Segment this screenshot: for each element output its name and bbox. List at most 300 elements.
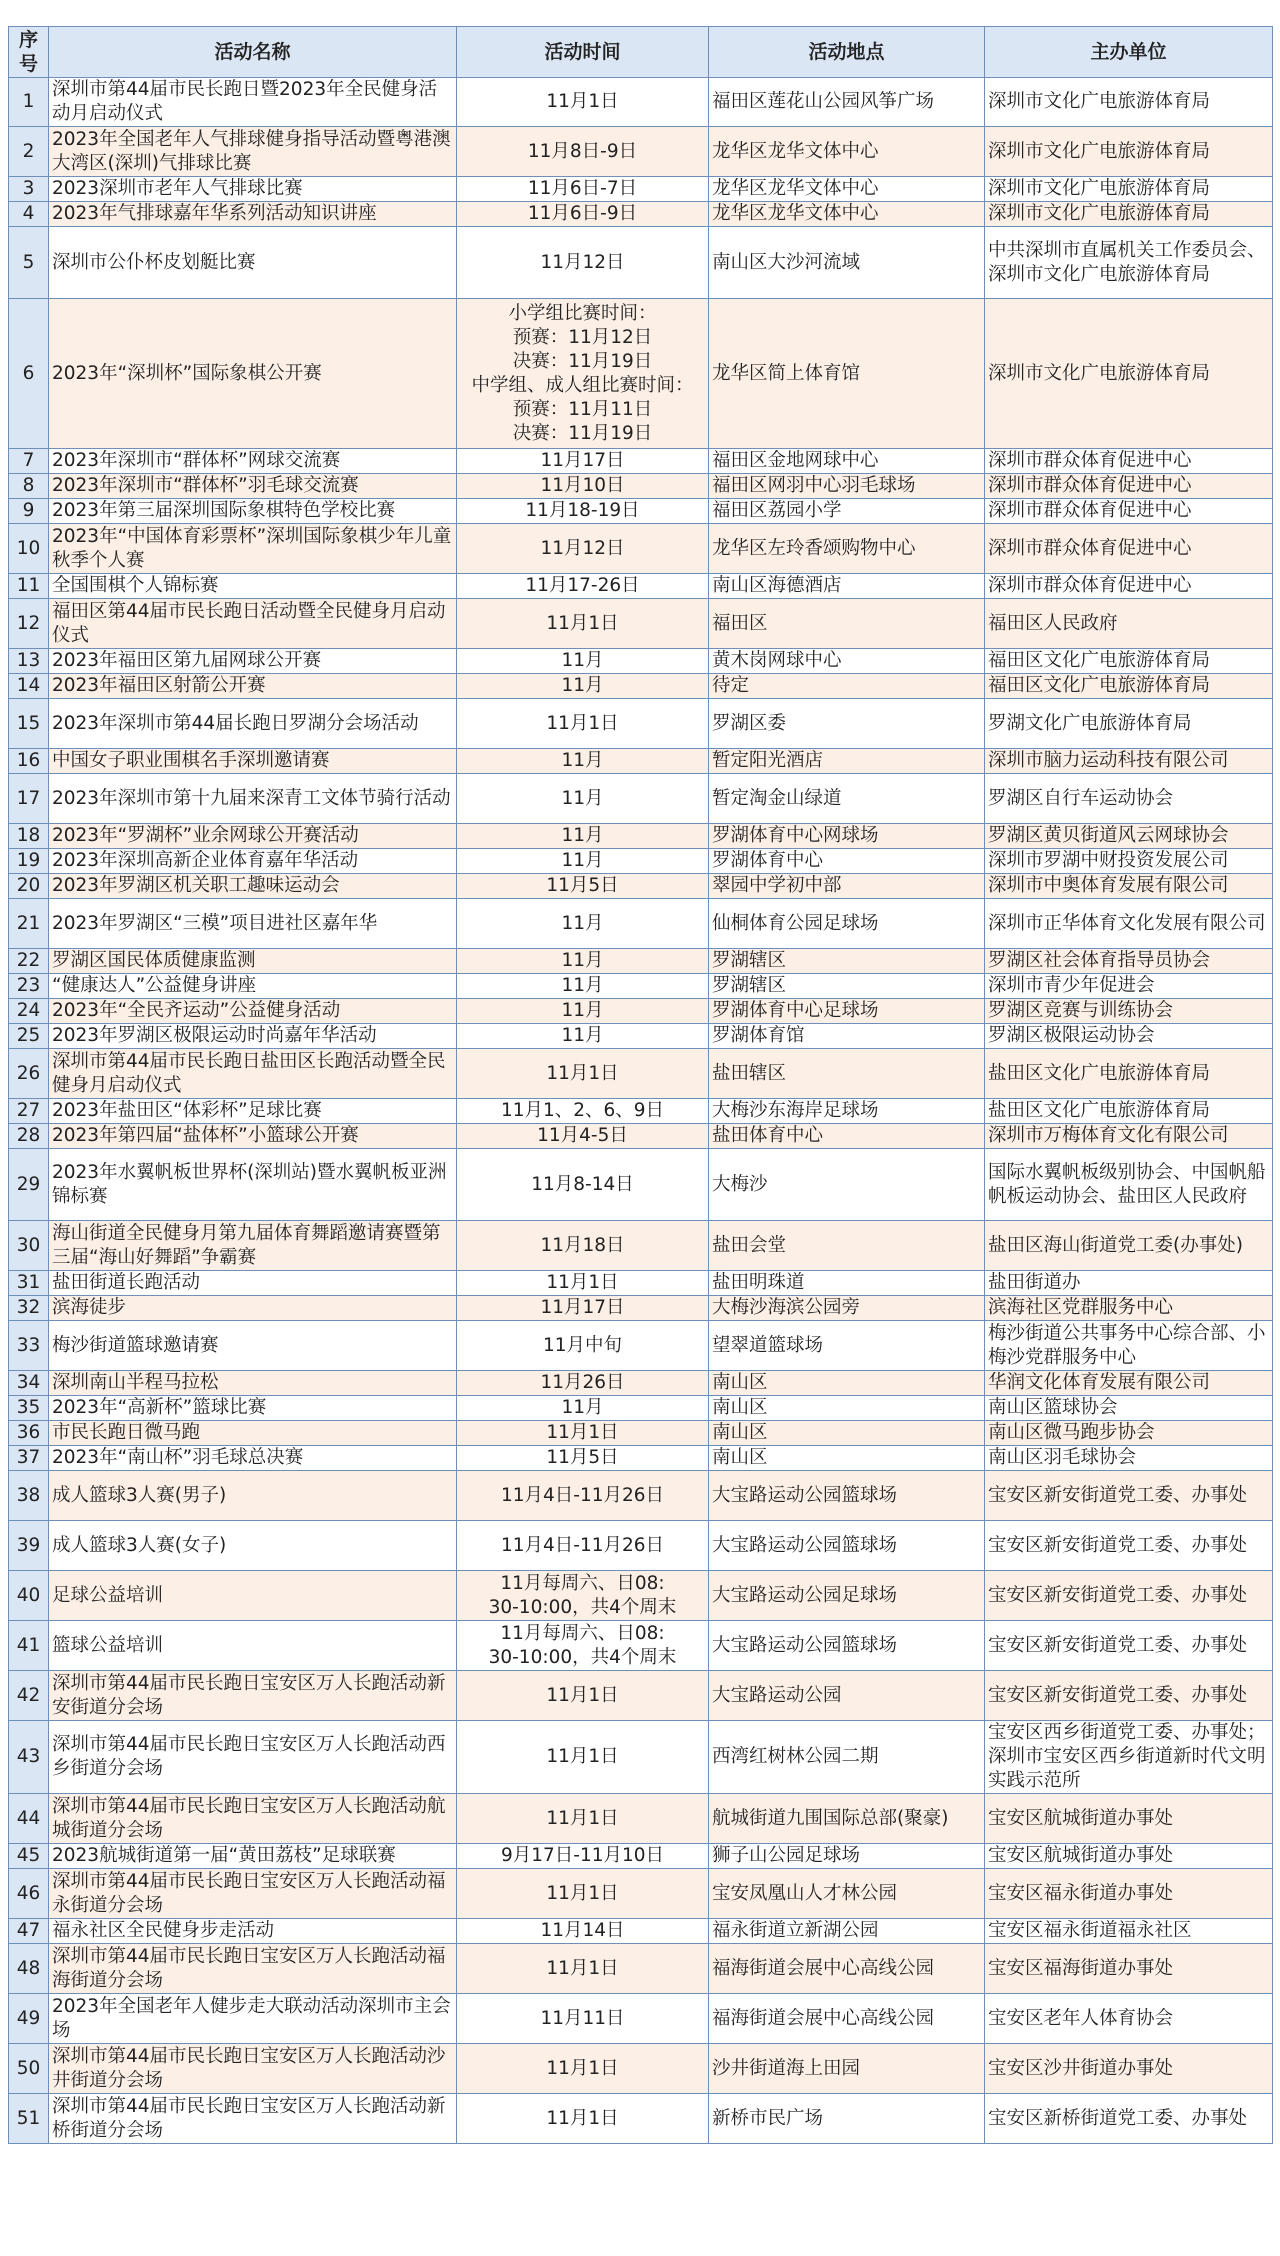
activity-time: 11月1日 (457, 1671, 709, 1721)
activity-venue: 罗湖体育馆 (709, 1024, 985, 1049)
row-index: 32 (9, 1296, 49, 1321)
table-row (9, 749, 1273, 774)
activity-time: 11月每周六、日08: 30-10:00，共4个周末 (457, 1621, 709, 1671)
activity-name: “健康达人”公益健身讲座 (49, 974, 457, 999)
events-table-wrapper (8, 26, 1272, 2144)
table-row (9, 1271, 1273, 1296)
activity-venue: 沙井街道海上田园 (709, 2044, 985, 2094)
row-index: 23 (9, 974, 49, 999)
table-row (9, 674, 1273, 699)
table-row (9, 974, 1273, 999)
organizer: 深圳市群众体育促进中心 (985, 474, 1273, 499)
activity-time: 11月4日-11月26日 (457, 1521, 709, 1571)
table-row (9, 1446, 1273, 1471)
organizer: 罗湖区竞赛与训练协会 (985, 999, 1273, 1024)
table-row (9, 1944, 1273, 1994)
activity-venue: 航城街道九围国际总部(聚豪) (709, 1794, 985, 1844)
row-index: 11 (9, 574, 49, 599)
activity-venue: 西湾红树林公园二期 (709, 1721, 985, 1794)
row-index: 29 (9, 1149, 49, 1221)
row-index: 22 (9, 949, 49, 974)
activity-venue: 龙华区左玲香颂购物中心 (709, 524, 985, 574)
activity-time: 11月1日 (457, 2044, 709, 2094)
activity-name: 2023年第四届“盐体杯”小篮球公开赛 (49, 1124, 457, 1149)
activity-venue: 狮子山公园足球场 (709, 1844, 985, 1869)
header-index: 序 号 (9, 27, 49, 78)
organizer: 宝安区福永街道办事处 (985, 1869, 1273, 1919)
activity-time: 11月1日 (457, 1869, 709, 1919)
activity-venue: 暂定淘金山绿道 (709, 774, 985, 824)
header-activity-time: 活动时间 (457, 27, 709, 78)
activity-name: 罗湖区国民体质健康监测 (49, 949, 457, 974)
table-row (9, 1024, 1273, 1049)
activity-time: 11月4日-11月26日 (457, 1471, 709, 1521)
activity-venue: 罗湖体育中心足球场 (709, 999, 985, 1024)
row-index: 19 (9, 849, 49, 874)
activity-name: 全国围棋个人锦标赛 (49, 574, 457, 599)
organizer: 宝安区新桥街道党工委、办事处 (985, 2094, 1273, 2144)
activity-venue: 大宝路运动公园篮球场 (709, 1471, 985, 1521)
row-index: 50 (9, 2044, 49, 2094)
organizer: 深圳市万梅体育文化有限公司 (985, 1124, 1273, 1149)
table-row (9, 774, 1273, 824)
table-row (9, 1994, 1273, 2044)
activity-name: 2023年“深圳杯”国际象棋公开赛 (49, 299, 457, 449)
activity-time: 11月 (457, 849, 709, 874)
activity-venue: 南山区 (709, 1421, 985, 1446)
table-row (9, 1844, 1273, 1869)
row-index: 9 (9, 499, 49, 524)
row-index: 35 (9, 1396, 49, 1421)
organizer: 南山区篮球协会 (985, 1396, 1273, 1421)
row-index: 28 (9, 1124, 49, 1149)
organizer: 罗湖区黄贝街道风云网球协会 (985, 824, 1273, 849)
activity-name: 2023年“中国体育彩票杯”深圳国际象棋少年儿童秋季个人赛 (49, 524, 457, 574)
activity-name: 成人篮球3人赛(男子) (49, 1471, 457, 1521)
activity-venue: 南山区海德酒店 (709, 574, 985, 599)
activity-venue: 南山区 (709, 1446, 985, 1471)
organizer: 国际水翼帆板级别协会、中国帆船帆板运动协会、盐田区人民政府 (985, 1149, 1273, 1221)
table-body (9, 78, 1273, 2144)
activity-venue: 盐田体育中心 (709, 1124, 985, 1149)
organizer: 宝安区福海街道办事处 (985, 1944, 1273, 1994)
table-row (9, 1521, 1273, 1571)
activity-venue: 南山区 (709, 1396, 985, 1421)
table-row (9, 474, 1273, 499)
organizer: 罗湖区极限运动协会 (985, 1024, 1273, 1049)
activity-venue: 黄木岗网球中心 (709, 649, 985, 674)
row-index: 36 (9, 1421, 49, 1446)
activity-time: 11月5日 (457, 874, 709, 899)
activity-venue: 宝安凤凰山人才林公园 (709, 1869, 985, 1919)
activity-venue: 罗湖体育中心网球场 (709, 824, 985, 849)
table-row (9, 1296, 1273, 1321)
table-row (9, 1471, 1273, 1521)
activity-name: 2023年全国老年人健步走大联动活动深圳市主会场 (49, 1994, 457, 2044)
row-index: 1 (9, 78, 49, 127)
activity-time: 11月18日 (457, 1221, 709, 1271)
row-index: 14 (9, 674, 49, 699)
activity-name: 2023年罗湖区极限运动时尚嘉年华活动 (49, 1024, 457, 1049)
activity-name: 2023年罗湖区机关职工趣味运动会 (49, 874, 457, 899)
activity-name: 2023年第三届深圳国际象棋特色学校比赛 (49, 499, 457, 524)
organizer: 福田区人民政府 (985, 599, 1273, 649)
activity-time: 11月10日 (457, 474, 709, 499)
organizer: 滨海社区党群服务中心 (985, 1296, 1273, 1321)
row-index: 48 (9, 1944, 49, 1994)
table-row (9, 1149, 1273, 1221)
row-index: 43 (9, 1721, 49, 1794)
activity-venue: 大梅沙海滨公园旁 (709, 1296, 985, 1321)
activity-name: 深圳市第44届市民长跑日宝安区万人长跑活动航城街道分会场 (49, 1794, 457, 1844)
activity-time: 11月8-14日 (457, 1149, 709, 1221)
activity-venue: 龙华区龙华文体中心 (709, 202, 985, 227)
activity-name: 2023年全国老年人气排球健身指导活动暨粤港澳大湾区(深圳)气排球比赛 (49, 127, 457, 177)
activity-name: 篮球公益培训 (49, 1621, 457, 1671)
table-row (9, 1396, 1273, 1421)
activity-time: 11月 (457, 899, 709, 949)
activity-venue: 盐田会堂 (709, 1221, 985, 1271)
table-row (9, 599, 1273, 649)
activity-name: 2023年“高新杯”篮球比赛 (49, 1396, 457, 1421)
activity-time: 11月6日-9日 (457, 202, 709, 227)
table-row (9, 874, 1273, 899)
row-index: 45 (9, 1844, 49, 1869)
activity-time: 11月 (457, 1396, 709, 1421)
row-index: 47 (9, 1919, 49, 1944)
table-row (9, 899, 1273, 949)
row-index: 2 (9, 127, 49, 177)
organizer: 梅沙街道公共事务中心综合部、小梅沙党群服务中心 (985, 1321, 1273, 1371)
activity-time: 11月中旬 (457, 1321, 709, 1371)
organizer: 深圳市群众体育促进中心 (985, 499, 1273, 524)
organizer: 深圳市群众体育促进中心 (985, 574, 1273, 599)
row-index: 13 (9, 649, 49, 674)
activity-venue: 南山区大沙河流域 (709, 227, 985, 299)
activity-venue: 大梅沙 (709, 1149, 985, 1221)
row-index: 30 (9, 1221, 49, 1271)
activity-venue: 福田区金地网球中心 (709, 449, 985, 474)
row-index: 15 (9, 699, 49, 749)
organizer: 深圳市文化广电旅游体育局 (985, 127, 1273, 177)
table-row (9, 1621, 1273, 1671)
row-index: 33 (9, 1321, 49, 1371)
row-index: 39 (9, 1521, 49, 1571)
row-index: 24 (9, 999, 49, 1024)
table-row (9, 1794, 1273, 1844)
organizer: 深圳市文化广电旅游体育局 (985, 202, 1273, 227)
row-index: 37 (9, 1446, 49, 1471)
activity-time: 11月4-5日 (457, 1124, 709, 1149)
activity-time: 11月8日-9日 (457, 127, 709, 177)
table-row (9, 299, 1273, 449)
activity-time: 11月26日 (457, 1371, 709, 1396)
activity-name: 滨海徒步 (49, 1296, 457, 1321)
table-row (9, 524, 1273, 574)
row-index: 3 (9, 177, 49, 202)
activity-time: 9月17日-11月10日 (457, 1844, 709, 1869)
row-index: 8 (9, 474, 49, 499)
activity-time: 11月1日 (457, 1944, 709, 1994)
organizer: 宝安区沙井街道办事处 (985, 2044, 1273, 2094)
activity-time: 11月1日 (457, 78, 709, 127)
activity-name: 2023年福田区射箭公开赛 (49, 674, 457, 699)
header-organizer: 主办单位 (985, 27, 1273, 78)
activity-venue: 大宝路运动公园足球场 (709, 1571, 985, 1621)
table-row (9, 1571, 1273, 1621)
table-row (9, 1721, 1273, 1794)
activity-venue: 新桥市民广场 (709, 2094, 985, 2144)
activity-time: 11月1日 (457, 599, 709, 649)
activity-name: 2023年盐田区“体彩杯”足球比赛 (49, 1099, 457, 1124)
activity-name: 深圳市第44届市民长跑日暨2023年全民健身活动月启动仪式 (49, 78, 457, 127)
table-row (9, 699, 1273, 749)
table-row (9, 177, 1273, 202)
table-row (9, 649, 1273, 674)
activity-name: 2023年“南山杯”羽毛球总决赛 (49, 1446, 457, 1471)
organizer: 宝安区新安街道党工委、办事处 (985, 1671, 1273, 1721)
organizer: 罗湖区社会体育指导员协会 (985, 949, 1273, 974)
table-row (9, 202, 1273, 227)
activity-time: 11月14日 (457, 1919, 709, 1944)
organizer: 盐田区文化广电旅游体育局 (985, 1099, 1273, 1124)
table-row (9, 1371, 1273, 1396)
organizer: 深圳市中奥体育发展有限公司 (985, 874, 1273, 899)
table-row (9, 1221, 1273, 1271)
table-row (9, 1671, 1273, 1721)
header-activity-venue: 活动地点 (709, 27, 985, 78)
row-index: 12 (9, 599, 49, 649)
activity-name: 海山街道全民健身月第九届体育舞蹈邀请赛暨第三届“海山好舞蹈”争霸赛 (49, 1221, 457, 1271)
table-row (9, 1099, 1273, 1124)
activity-venue: 盐田辖区 (709, 1049, 985, 1099)
activity-venue: 龙华区简上体育馆 (709, 299, 985, 449)
table-row (9, 1049, 1273, 1099)
activity-time: 11月1日 (457, 1421, 709, 1446)
activity-name: 深圳市第44届市民长跑日宝安区万人长跑活动沙井街道分会场 (49, 2044, 457, 2094)
activity-time: 11月6日-7日 (457, 177, 709, 202)
table-row (9, 824, 1273, 849)
activity-time: 11月11日 (457, 1994, 709, 2044)
activity-time: 11月 (457, 749, 709, 774)
activity-name: 盐田街道长跑活动 (49, 1271, 457, 1296)
organizer: 中共深圳市直属机关工作委员会、深圳市文化广电旅游体育局 (985, 227, 1273, 299)
organizer: 深圳市文化广电旅游体育局 (985, 177, 1273, 202)
table-row (9, 78, 1273, 127)
activity-venue: 福海街道会展中心高线公园 (709, 1944, 985, 1994)
activity-time: 11月 (457, 999, 709, 1024)
activity-time: 11月1日 (457, 699, 709, 749)
activity-name: 深圳市第44届市民长跑日宝安区万人长跑活动西乡街道分会场 (49, 1721, 457, 1794)
organizer: 深圳市脑力运动科技有限公司 (985, 749, 1273, 774)
organizer: 罗湖文化广电旅游体育局 (985, 699, 1273, 749)
organizer: 罗湖区自行车运动协会 (985, 774, 1273, 824)
activity-name: 2023年深圳市第44届长跑日罗湖分会场活动 (49, 699, 457, 749)
activity-venue: 罗湖区委 (709, 699, 985, 749)
activity-venue: 望翠道篮球场 (709, 1321, 985, 1371)
activity-time: 11月1日 (457, 1271, 709, 1296)
row-index: 7 (9, 449, 49, 474)
activity-time: 小学组比赛时间： 预赛：11月12日 决赛：11月19日 中学组、成人组比赛时间： 预赛：11月11日 决赛：11月19日 (457, 299, 709, 449)
activity-name: 深圳市第44届市民长跑日宝安区万人长跑活动新安街道分会场 (49, 1671, 457, 1721)
row-index: 38 (9, 1471, 49, 1521)
table-row (9, 499, 1273, 524)
organizer: 福田区文化广电旅游体育局 (985, 674, 1273, 699)
row-index: 49 (9, 1994, 49, 2044)
activity-name: 市民长跑日微马跑 (49, 1421, 457, 1446)
organizer: 南山区羽毛球协会 (985, 1446, 1273, 1471)
activity-time: 11月 (457, 974, 709, 999)
activity-time: 11月 (457, 824, 709, 849)
table-row (9, 2094, 1273, 2144)
organizer: 宝安区西乡街道党工委、办事处；深圳市宝安区西乡街道新时代文明实践示范所 (985, 1721, 1273, 1794)
activity-venue: 盐田明珠道 (709, 1271, 985, 1296)
activity-venue: 大宝路运动公园篮球场 (709, 1621, 985, 1671)
organizer: 宝安区福永街道福永社区 (985, 1919, 1273, 1944)
table-row (9, 1421, 1273, 1446)
organizer: 深圳市罗湖中财投资发展公司 (985, 849, 1273, 874)
activity-venue: 福田区网羽中心羽毛球场 (709, 474, 985, 499)
activity-name: 成人篮球3人赛(女子) (49, 1521, 457, 1571)
row-index: 10 (9, 524, 49, 574)
row-index: 16 (9, 749, 49, 774)
table-row (9, 127, 1273, 177)
activity-venue: 翠园中学初中部 (709, 874, 985, 899)
activity-time: 11月 (457, 949, 709, 974)
activity-name: 2023年“罗湖杯”业余网球公开赛活动 (49, 824, 457, 849)
table-row (9, 1321, 1273, 1371)
activity-name: 2023年福田区第九届网球公开赛 (49, 649, 457, 674)
organizer: 宝安区新安街道党工委、办事处 (985, 1471, 1273, 1521)
activity-name: 梅沙街道篮球邀请赛 (49, 1321, 457, 1371)
activity-venue: 罗湖辖区 (709, 974, 985, 999)
activity-name: 中国女子职业围棋名手深圳邀请赛 (49, 749, 457, 774)
row-index: 51 (9, 2094, 49, 2144)
activity-venue: 福永街道立新湖公园 (709, 1919, 985, 1944)
activity-venue: 大宝路运动公园 (709, 1671, 985, 1721)
organizer: 深圳市青少年促进会 (985, 974, 1273, 999)
activity-time: 11月17日 (457, 1296, 709, 1321)
organizer: 宝安区航城街道办事处 (985, 1844, 1273, 1869)
row-index: 25 (9, 1024, 49, 1049)
header-row (9, 27, 1273, 78)
activity-name: 2023年“全民齐运动”公益健身活动 (49, 999, 457, 1024)
row-index: 31 (9, 1271, 49, 1296)
organizer: 宝安区新安街道党工委、办事处 (985, 1521, 1273, 1571)
activity-venue: 暂定阳光酒店 (709, 749, 985, 774)
row-index: 4 (9, 202, 49, 227)
table-row (9, 999, 1273, 1024)
organizer: 盐田区海山街道党工委(办事处) (985, 1221, 1273, 1271)
row-index: 42 (9, 1671, 49, 1721)
row-index: 21 (9, 899, 49, 949)
activity-time: 11月1日 (457, 1721, 709, 1794)
activity-time: 11月1日 (457, 1794, 709, 1844)
table-header (9, 27, 1273, 78)
activity-name: 2023年深圳市第十九届来深青工文体节骑行活动 (49, 774, 457, 824)
activity-name: 深圳南山半程马拉松 (49, 1371, 457, 1396)
activity-venue: 待定 (709, 674, 985, 699)
activity-time: 11月 (457, 674, 709, 699)
row-index: 18 (9, 824, 49, 849)
table-row (9, 574, 1273, 599)
row-index: 20 (9, 874, 49, 899)
activity-name: 深圳市第44届市民长跑日宝安区万人长跑活动新桥街道分会场 (49, 2094, 457, 2144)
row-index: 46 (9, 1869, 49, 1919)
activity-venue: 福田区莲花山公园风筝广场 (709, 78, 985, 127)
table-row (9, 949, 1273, 974)
activity-venue: 龙华区龙华文体中心 (709, 127, 985, 177)
row-index: 40 (9, 1571, 49, 1621)
table-row (9, 1869, 1273, 1919)
row-index: 17 (9, 774, 49, 824)
organizer: 宝安区新安街道党工委、办事处 (985, 1621, 1273, 1671)
table-row (9, 1124, 1273, 1149)
row-index: 44 (9, 1794, 49, 1844)
activity-name: 2023年深圳市“群体杯”网球交流赛 (49, 449, 457, 474)
organizer: 盐田街道办 (985, 1271, 1273, 1296)
activity-name: 2023深圳市老年人气排球比赛 (49, 177, 457, 202)
activity-time: 11月1日 (457, 1049, 709, 1099)
activity-name: 2023年罗湖区“三模”项目进社区嘉年华 (49, 899, 457, 949)
row-index: 27 (9, 1099, 49, 1124)
organizer: 南山区微马跑步协会 (985, 1421, 1273, 1446)
activity-time: 11月每周六、日08: 30-10:00，共4个周末 (457, 1571, 709, 1621)
activity-name: 2023航城街道第一届“黄田荔枝”足球联赛 (49, 1844, 457, 1869)
organizer: 宝安区航城街道办事处 (985, 1794, 1273, 1844)
activity-name: 深圳市第44届市民长跑日宝安区万人长跑活动福海街道分会场 (49, 1944, 457, 1994)
activity-name: 深圳市第44届市民长跑日盐田区长跑活动暨全民健身月启动仪式 (49, 1049, 457, 1099)
organizer: 盐田区文化广电旅游体育局 (985, 1049, 1273, 1099)
activity-name: 2023年深圳高新企业体育嘉年华活动 (49, 849, 457, 874)
organizer: 深圳市正华体育文化发展有限公司 (985, 899, 1273, 949)
activity-name: 2023年气排球嘉年华系列活动知识讲座 (49, 202, 457, 227)
activity-time: 11月 (457, 1024, 709, 1049)
activity-time: 11月 (457, 774, 709, 824)
activity-venue: 大梅沙东海岸足球场 (709, 1099, 985, 1124)
row-index: 34 (9, 1371, 49, 1396)
organizer: 福田区文化广电旅游体育局 (985, 649, 1273, 674)
activity-time: 11月1日 (457, 2094, 709, 2144)
organizer: 深圳市文化广电旅游体育局 (985, 78, 1273, 127)
activity-venue: 龙华区龙华文体中心 (709, 177, 985, 202)
activity-venue: 福田区 (709, 599, 985, 649)
activity-name: 福永社区全民健身步走活动 (49, 1919, 457, 1944)
activity-venue: 福田区荔园小学 (709, 499, 985, 524)
table-row (9, 1919, 1273, 1944)
organizer: 华润文化体育发展有限公司 (985, 1371, 1273, 1396)
events-table (8, 26, 1273, 2144)
row-index: 5 (9, 227, 49, 299)
row-index: 6 (9, 299, 49, 449)
header-activity-name: 活动名称 (49, 27, 457, 78)
activity-time: 11月12日 (457, 227, 709, 299)
activity-name: 深圳市公仆杯皮划艇比赛 (49, 227, 457, 299)
row-index: 26 (9, 1049, 49, 1099)
activity-time: 11月12日 (457, 524, 709, 574)
activity-time: 11月1、2、6、9日 (457, 1099, 709, 1124)
table-row (9, 2044, 1273, 2094)
organizer: 宝安区老年人体育协会 (985, 1994, 1273, 2044)
activity-time: 11月5日 (457, 1446, 709, 1471)
activity-name: 深圳市第44届市民长跑日宝安区万人长跑活动福永街道分会场 (49, 1869, 457, 1919)
activity-venue: 福海街道会展中心高线公园 (709, 1994, 985, 2044)
activity-name: 足球公益培训 (49, 1571, 457, 1621)
activity-name: 2023年深圳市“群体杯”羽毛球交流赛 (49, 474, 457, 499)
activity-venue: 南山区 (709, 1371, 985, 1396)
organizer: 深圳市群众体育促进中心 (985, 524, 1273, 574)
activity-venue: 罗湖辖区 (709, 949, 985, 974)
